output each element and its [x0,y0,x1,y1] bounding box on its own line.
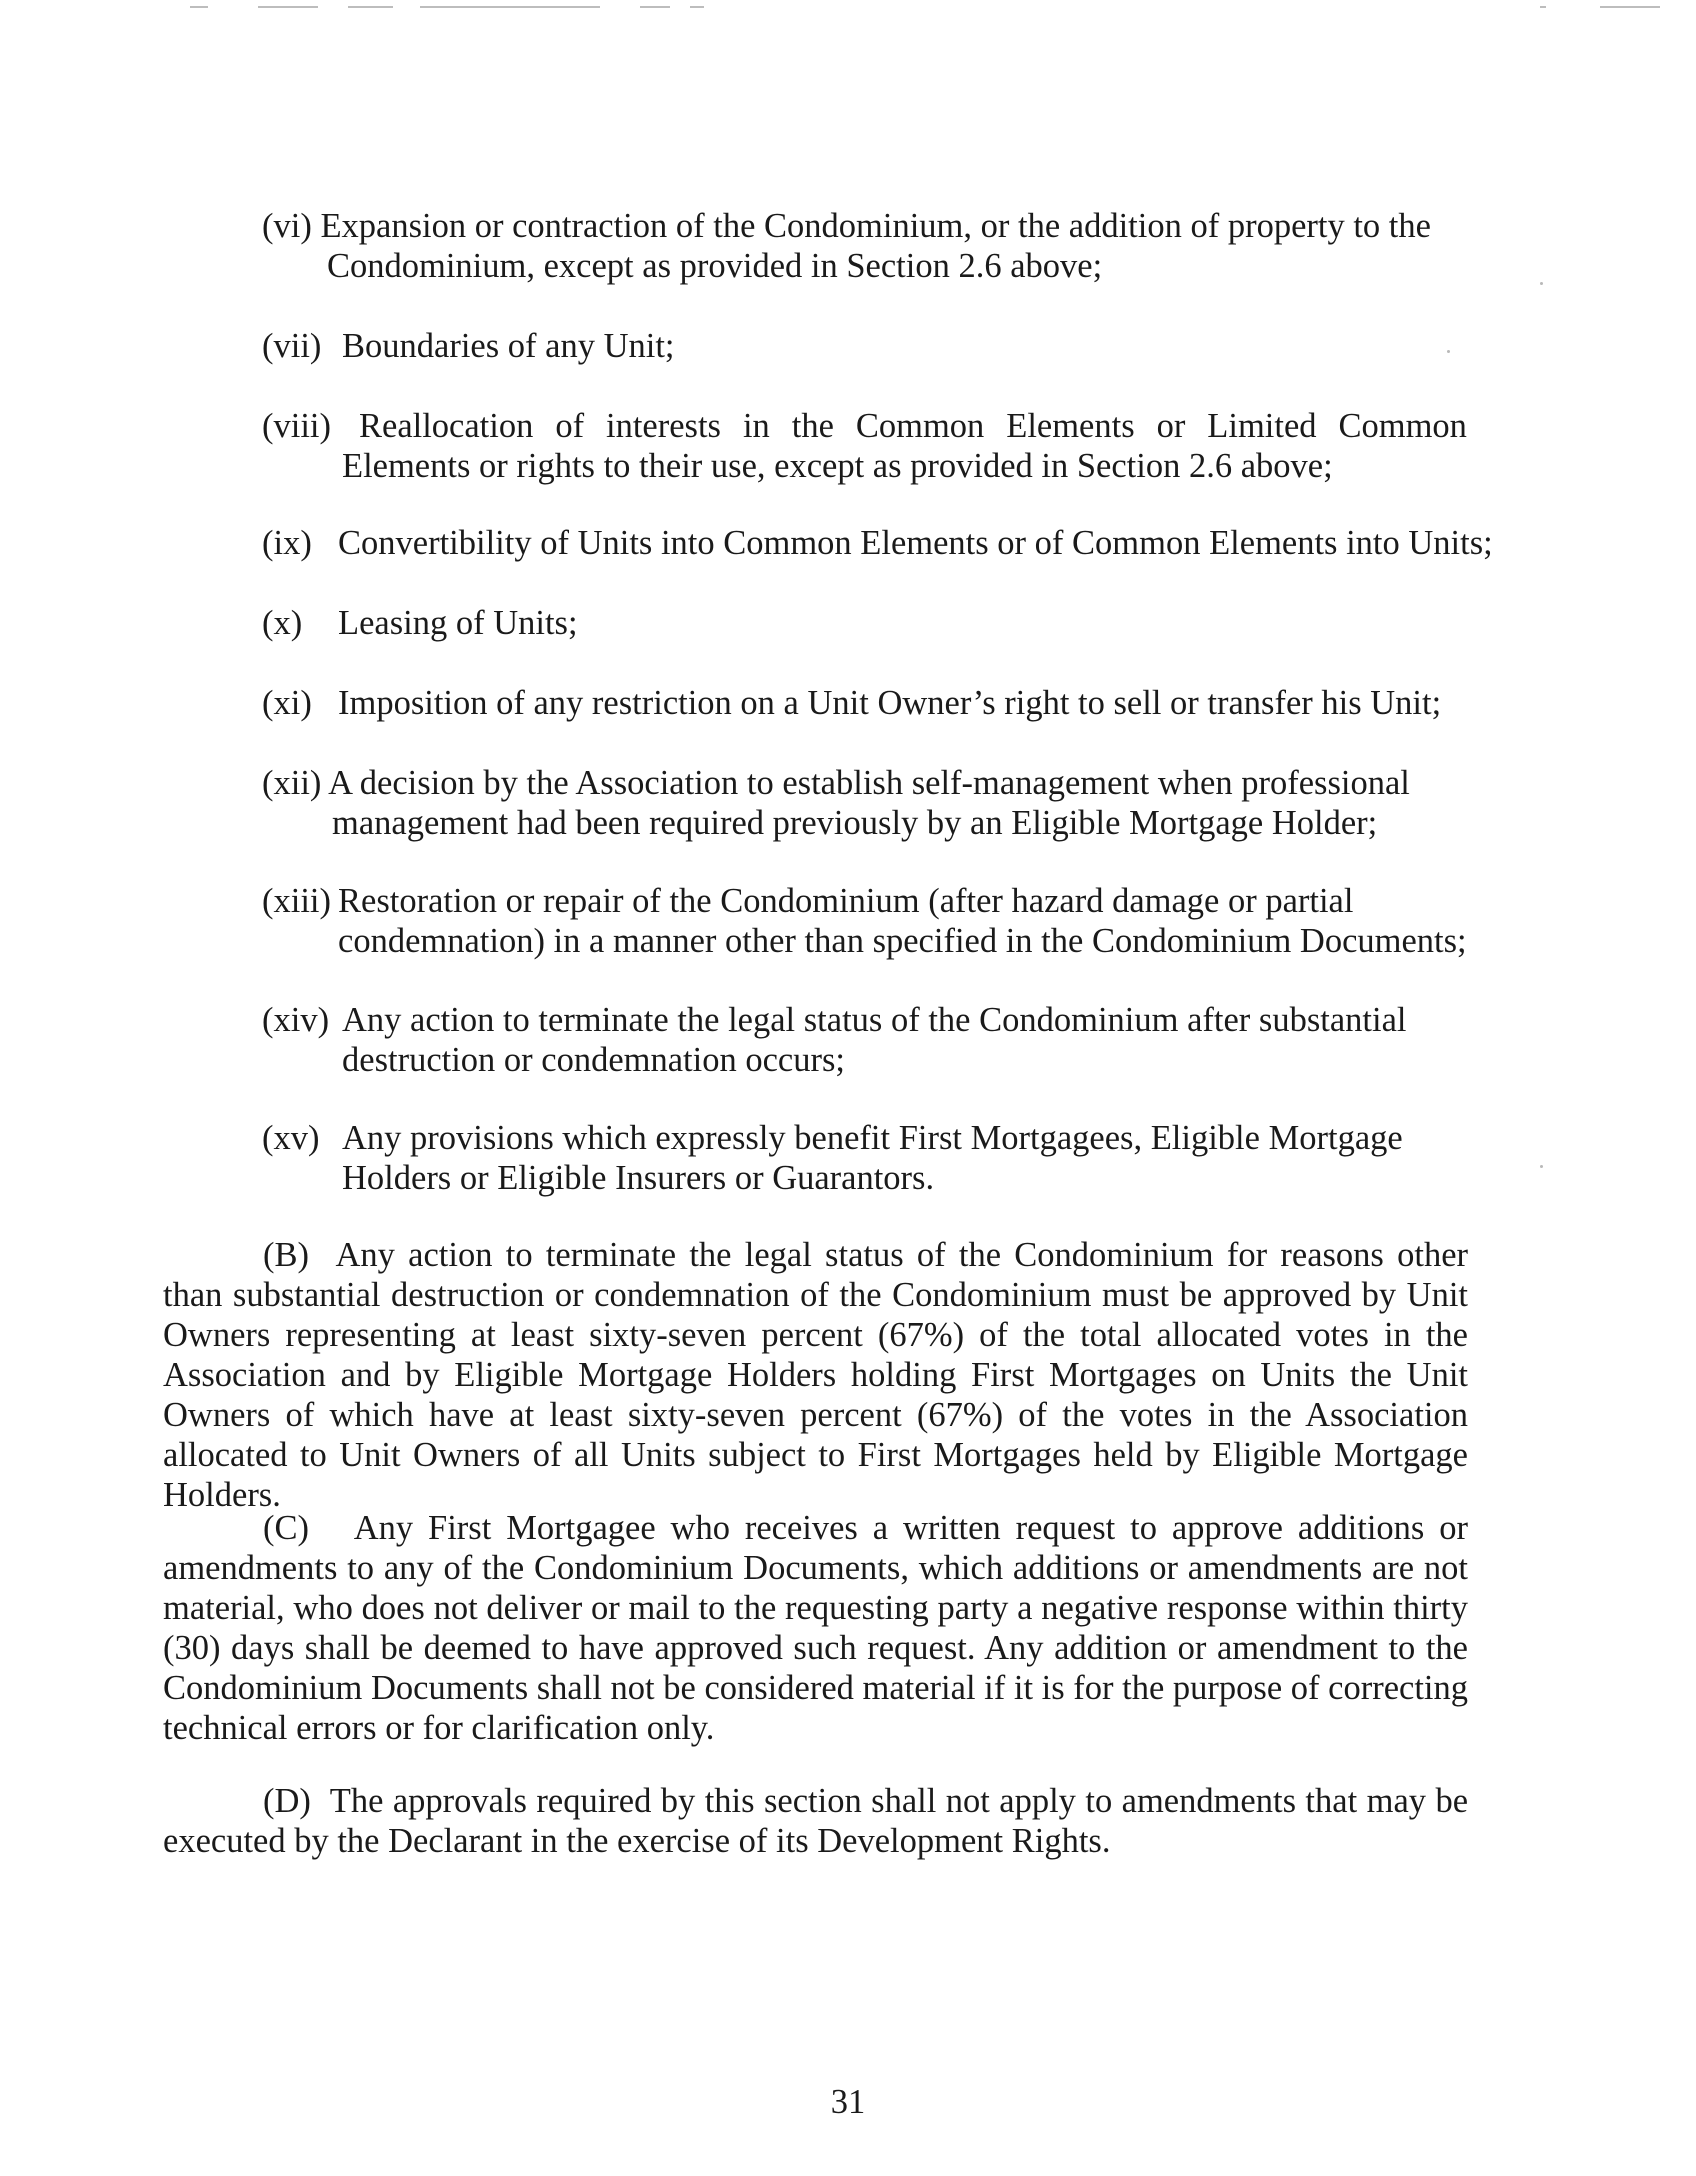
item-word: Common [855,407,985,445]
item-word: Reallocation [359,407,534,445]
item-text: Boundaries of any Unit; [342,327,675,365]
list-item [262,406,1467,486]
item-continuation: management had been required previously by an Eligible Mortgage Holder; [332,804,1378,842]
paragraph-text: Any action to terminate the legal status of the Condominium for reasons other than substantial destruction or condemnation of the Condominium must be approved by Unit Owners representing at least sixty-seven percent (67%) of the total allocated votes in the Association and by Eligible Mortgage Holders holding First Mortgages on Units the Unit Owners of which have at least sixty-seven percent (67%) of the votes in the Association allocated to Unit Owners of all Units subject to First Mortgages held by Eligible Mortgage Holders. [163,1236,1468,1514]
item-word: or [1156,407,1186,445]
paragraph-d [163,1781,1468,1861]
list-item [262,1118,1467,1198]
paragraph-b [163,1235,1468,1515]
list-item [262,326,1467,366]
item-text: A decision by the Association to establish self-management when professional [328,764,1410,802]
item-word: Common [1338,407,1467,445]
item-word: of [555,407,585,445]
paragraph-text: The approvals required by this section shall not apply to amendments that may be executed by the Declarant in the exercise of its Development Rights. [163,1782,1469,1860]
item-text: Leasing of Units; [338,604,578,642]
paragraph-label: (C) [263,1509,309,1547]
item-number: (xiii) [262,882,331,920]
list-item [262,523,1493,563]
page-number: 31 [830,2083,866,2121]
item-text: Imposition of any restriction on a Unit Owner’s right to sell or transfer his Unit; [338,684,1442,722]
item-number: (xii) [262,764,322,802]
item-continuation: Elements or rights to their use, except as provided in Section 2.6 above; [342,447,1333,485]
paragraph-text: Any First Mortgagee who receives a written request to approve additions or amendments to any of the Condominium Documents, which additions or amendments are not material, who does not deliver or mail to the requesting party a negative response within thirty (30) days shall be deemed to have approved such request. Any addition or amendment to the Condominium Documents shall not be considered material if it is for the purpose of correcting technical errors or for clarification only. [163,1509,1468,1747]
item-number: (vi) [262,207,312,245]
paragraph-label: (B) [263,1236,309,1274]
item-text: Expansion or contraction of the Condominium, or the addition of property to the [320,207,1431,245]
item-text: Restoration or repair of the Condominium (after hazard damage or partial [338,882,1354,920]
item-word: in [742,407,770,445]
item-text: Convertibility of Units into Common Elements or of Common Elements into Units; [338,524,1493,562]
list-item [262,683,1467,723]
list-item [262,763,1467,843]
list-item [262,206,1467,286]
item-word: Elements [1006,407,1135,445]
paragraph-c [163,1508,1468,1748]
scan-speck [1540,1165,1543,1168]
item-number: (xv) [262,1119,320,1157]
item-number: (xi) [262,684,312,722]
item-number: (ix) [262,524,312,562]
item-number: (x) [262,604,303,642]
scan-speck [1540,282,1543,285]
item-number: (vii) [262,327,322,365]
item-continuation: destruction or condemnation occurs; [342,1041,845,1079]
item-continuation: condemnation) in a manner other than specified in the Condominium Documents; [338,922,1467,960]
scan-artifact-top [0,6,1696,12]
list-item [262,603,1467,643]
list-item [262,881,1467,961]
item-text: Any action to terminate the legal status of the Condominium after substantial [342,1001,1407,1039]
item-continuation: Condominium, except as provided in Section 2.6 above; [327,247,1103,285]
item-text: Any provisions which expressly benefit First Mortgagees, Eligible Mortgage [342,1119,1403,1157]
item-text [359,406,1467,446]
item-number: (xiv) [262,1001,330,1039]
item-word: Limited [1207,407,1317,445]
item-word: the [791,407,834,445]
item-continuation: Holders or Eligible Insurers or Guarantors. [342,1159,935,1197]
item-word: interests [606,407,721,445]
paragraph-label: (D) [263,1782,311,1820]
list-item [262,1000,1467,1080]
item-number: (viii) [262,407,331,445]
